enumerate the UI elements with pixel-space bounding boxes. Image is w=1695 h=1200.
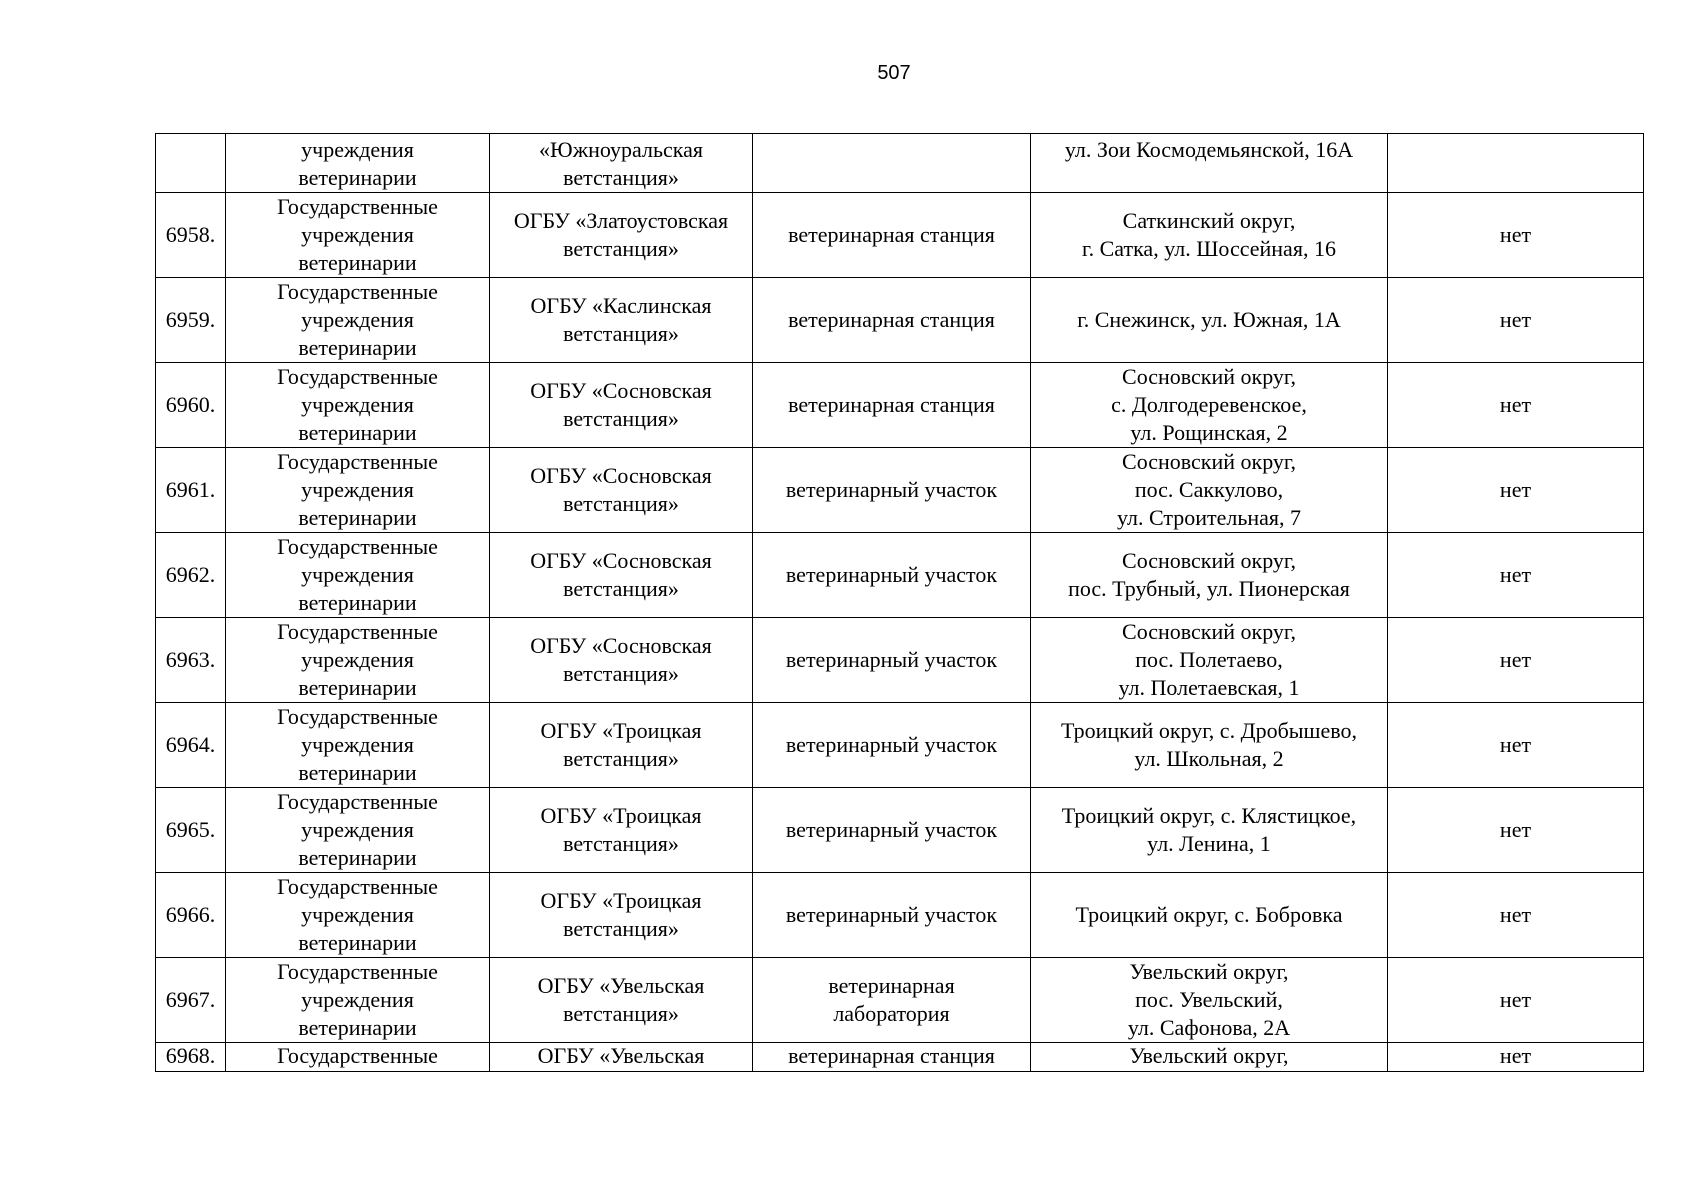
- organization-cell: ОГБУ «Увельская: [490, 1043, 753, 1072]
- category-cell: Государственные учреждения ветеринарии: [226, 533, 490, 618]
- organization-cell: ОГБУ «Сосновская ветстанция»: [490, 448, 753, 533]
- note-cell: нет: [1388, 788, 1644, 873]
- table-row: [156, 958, 1644, 1043]
- object-type-cell: ветеринарный участок: [753, 703, 1031, 788]
- object-type-cell: ветеринарная станция: [753, 1043, 1031, 1072]
- address-cell: Троицкий округ, с. Бобровка: [1031, 873, 1388, 958]
- note-cell: нет: [1388, 618, 1644, 703]
- table-row: [156, 193, 1644, 278]
- category-cell: Государственные учреждения ветеринарии: [226, 618, 490, 703]
- row-number-cell: 6968.: [156, 1043, 226, 1072]
- table-row: [156, 703, 1644, 788]
- category-cell: Государственные учреждения ветеринарии: [226, 448, 490, 533]
- category-cell: Государственные учреждения ветеринарии: [226, 788, 490, 873]
- category-cell: Государственные учреждения ветеринарии: [226, 193, 490, 278]
- row-number-cell: 6963.: [156, 618, 226, 703]
- note-cell: нет: [1388, 958, 1644, 1043]
- organization-cell: ОГБУ «Увельская ветстанция»: [490, 958, 753, 1043]
- row-number-cell: 6962.: [156, 533, 226, 618]
- table-row: [156, 788, 1644, 873]
- organization-cell: ОГБУ «Троицкая ветстанция»: [490, 873, 753, 958]
- row-number-cell: 6959.: [156, 278, 226, 363]
- note-cell: [1388, 134, 1644, 193]
- address-cell: Сосновский округ, пос. Полетаево, ул. Полетаевская, 1: [1031, 618, 1388, 703]
- address-cell: Сосновский округ, пос. Саккулово, ул. Строительная, 7: [1031, 448, 1388, 533]
- note-cell: нет: [1388, 278, 1644, 363]
- row-number-cell: [156, 134, 226, 193]
- table-row: [156, 1043, 1644, 1072]
- organization-cell: ОГБУ «Троицкая ветстанция»: [490, 703, 753, 788]
- category-cell: учреждения ветеринарии: [226, 134, 490, 193]
- row-number-cell: 6966.: [156, 873, 226, 958]
- note-cell: нет: [1388, 873, 1644, 958]
- registry-table-body: [156, 134, 1644, 1072]
- table-row: [156, 134, 1644, 193]
- row-number-cell: 6967.: [156, 958, 226, 1043]
- object-type-cell: ветеринарный участок: [753, 788, 1031, 873]
- category-cell: Государственные учреждения ветеринарии: [226, 703, 490, 788]
- address-cell: Саткинский округ, г. Сатка, ул. Шоссейная, 16: [1031, 193, 1388, 278]
- object-type-cell: ветеринарный участок: [753, 873, 1031, 958]
- note-cell: нет: [1388, 448, 1644, 533]
- object-type-cell: [753, 134, 1031, 193]
- table-row: [156, 618, 1644, 703]
- row-number-cell: 6960.: [156, 363, 226, 448]
- organization-cell: ОГБУ «Каслинская ветстанция»: [490, 278, 753, 363]
- category-cell: Государственные: [226, 1043, 490, 1072]
- address-cell: Увельский округ, пос. Увельский, ул. Сафонова, 2А: [1031, 958, 1388, 1043]
- note-cell: нет: [1388, 1043, 1644, 1072]
- object-type-cell: ветеринарная станция: [753, 278, 1031, 363]
- category-cell: Государственные учреждения ветеринарии: [226, 958, 490, 1043]
- row-number-cell: 6961.: [156, 448, 226, 533]
- note-cell: нет: [1388, 703, 1644, 788]
- registry-table: [155, 133, 1644, 1072]
- note-cell: нет: [1388, 363, 1644, 448]
- table-row: [156, 363, 1644, 448]
- organization-cell: «Южноуральская ветстанция»: [490, 134, 753, 193]
- table-row: [156, 533, 1644, 618]
- category-cell: Государственные учреждения ветеринарии: [226, 278, 490, 363]
- address-cell: Троицкий округ, с. Клястицкое, ул. Ленина, 1: [1031, 788, 1388, 873]
- note-cell: нет: [1388, 193, 1644, 278]
- object-type-cell: ветеринарный участок: [753, 533, 1031, 618]
- table-row: [156, 448, 1644, 533]
- table-row: [156, 278, 1644, 363]
- page-number: 507: [877, 62, 911, 84]
- row-number-cell: 6958.: [156, 193, 226, 278]
- organization-cell: ОГБУ «Сосновская ветстанция»: [490, 618, 753, 703]
- row-number-cell: 6964.: [156, 703, 226, 788]
- address-cell: ул. Зои Космодемьянской, 16А: [1031, 134, 1388, 193]
- address-cell: Троицкий округ, с. Дробышево, ул. Школьная, 2: [1031, 703, 1388, 788]
- organization-cell: ОГБУ «Троицкая ветстанция»: [490, 788, 753, 873]
- object-type-cell: ветеринарная станция: [753, 193, 1031, 278]
- address-cell: Увельский округ,: [1031, 1043, 1388, 1072]
- category-cell: Государственные учреждения ветеринарии: [226, 363, 490, 448]
- table-row: [156, 873, 1644, 958]
- note-cell: нет: [1388, 533, 1644, 618]
- object-type-cell: ветеринарный участок: [753, 618, 1031, 703]
- address-cell: Сосновский округ, пос. Трубный, ул. Пионерская: [1031, 533, 1388, 618]
- object-type-cell: ветеринарный участок: [753, 448, 1031, 533]
- object-type-cell: ветеринарная станция: [753, 363, 1031, 448]
- object-type-cell: ветеринарная лаборатория: [753, 958, 1031, 1043]
- address-cell: Сосновский округ, с. Долгодеревенское, ул. Рощинская, 2: [1031, 363, 1388, 448]
- organization-cell: ОГБУ «Сосновская ветстанция»: [490, 363, 753, 448]
- row-number-cell: 6965.: [156, 788, 226, 873]
- organization-cell: ОГБУ «Златоустовская ветстанция»: [490, 193, 753, 278]
- organization-cell: ОГБУ «Сосновская ветстанция»: [490, 533, 753, 618]
- category-cell: Государственные учреждения ветеринарии: [226, 873, 490, 958]
- address-cell: г. Снежинск, ул. Южная, 1А: [1031, 278, 1388, 363]
